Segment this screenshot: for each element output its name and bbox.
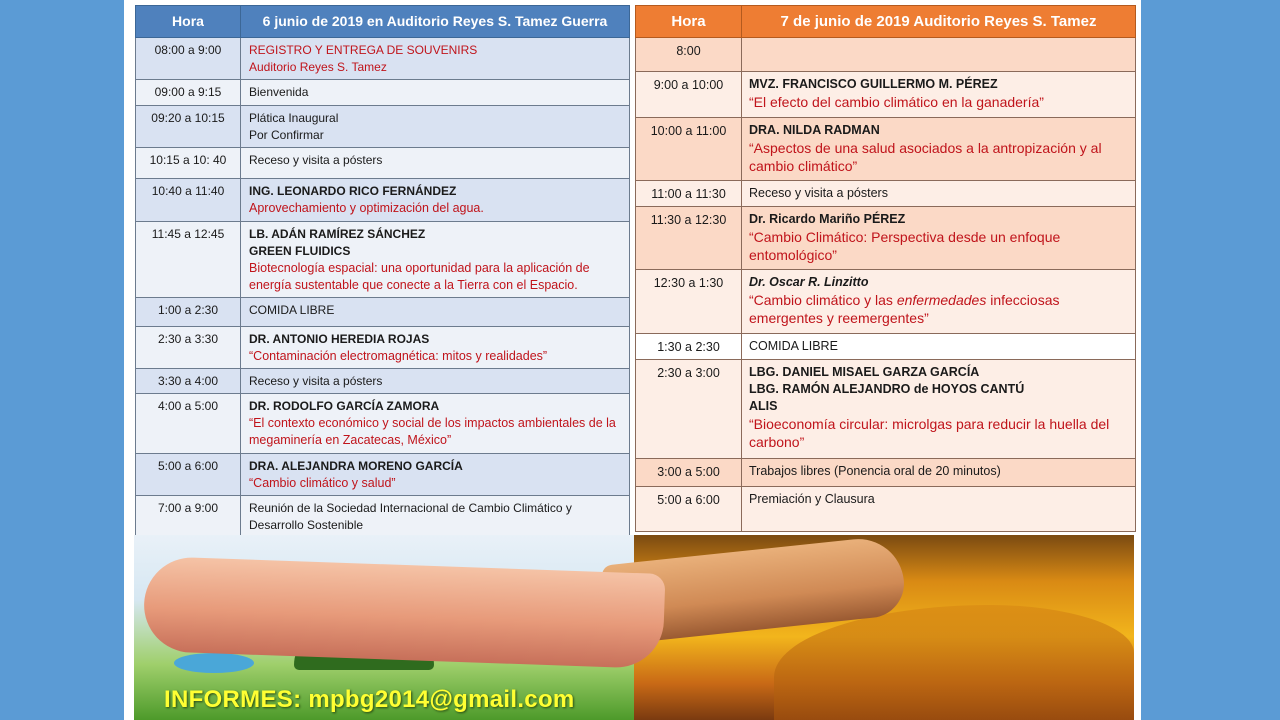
table-row: [636, 360, 1136, 459]
talk-title: “Bioeconomía circular: microlgas para reducir la huella del carbono”: [749, 416, 1110, 450]
desc-cell: [241, 38, 630, 80]
time-cell: 11:30 a 12:30: [636, 207, 742, 270]
table-row: [136, 106, 630, 148]
row-line: Reunión de la Sociedad Internacional de Cambio Climático y Desarrollo Sostenible: [249, 501, 572, 532]
speaker-name: DR. RODOLFO GARCÍA ZAMORA: [249, 399, 440, 413]
speaker-name: DR. ANTONIO HEREDIA ROJAS: [249, 332, 430, 346]
row-line: Receso y visita a pósters: [749, 186, 888, 200]
table-row: [136, 394, 630, 454]
time-cell: 1:30 a 2:30: [636, 334, 742, 360]
talk-title-part: “Cambio climático y las: [749, 292, 897, 308]
talk-title: “Contaminación electromagnética: mitos y realidades”: [249, 349, 548, 363]
desc-cell: [742, 334, 1136, 360]
time-cell: 3:30 a 4:00: [136, 369, 241, 394]
talk-title: Biotecnología espacial: una oportunidad para la aplicación de energía sustentable que conecte a la Tierra con el Espacio.: [249, 261, 590, 292]
row-line: Por Confirmar: [249, 128, 324, 142]
time-cell: 08:00 a 9:00: [136, 38, 241, 80]
desc-cell: [241, 394, 630, 454]
time-cell: 11:45 a 12:45: [136, 222, 241, 298]
time-cell: 4:00 a 5:00: [136, 394, 241, 454]
program-poster: [124, 0, 1141, 720]
table-row: [136, 222, 630, 298]
talk-title-part: infecciosas emergentes y reemergentes”: [749, 292, 1060, 326]
desc-cell: [241, 222, 630, 298]
table-row: [136, 327, 630, 369]
time-cell: 5:00 a 6:00: [636, 487, 742, 532]
time-cell: 8:00: [636, 38, 742, 72]
desc-cell: [742, 360, 1136, 459]
talk-title: “Aspectos de una salud asociados a la antropización y al cambio climático”: [749, 140, 1102, 174]
table-row: [136, 80, 630, 106]
table-row: [636, 38, 1136, 72]
contact-email[interactable]: INFORMES: mpbg2014@gmail.com: [164, 686, 575, 713]
time-cell: 11:00 a 11:30: [636, 181, 742, 207]
table-row: [636, 207, 1136, 270]
time-cell: 2:30 a 3:00: [636, 360, 742, 459]
table-row: [136, 369, 630, 394]
speaker-name: ING. LEONARDO RICO FERNÁNDEZ: [249, 184, 457, 198]
time-cell: 09:00 a 9:15: [136, 80, 241, 106]
time-cell: 12:30 a 1:30: [636, 270, 742, 334]
table-row: [136, 496, 630, 538]
table-row: [136, 298, 630, 327]
table-header: [636, 6, 1136, 38]
speaker-name: LBG. DANIEL MISAEL GARZA GARCÍA: [749, 365, 980, 379]
time-cell: 09:20 a 10:15: [136, 106, 241, 148]
talk-title: “Cambio climático y salud”: [249, 476, 396, 490]
speaker-name: Dr. Oscar R. Linzitto: [749, 275, 869, 289]
speaker-name: LB. ADÁN RAMÍREZ SÁNCHEZ: [249, 227, 426, 241]
desc-cell: [241, 106, 630, 148]
desc-cell: [742, 118, 1136, 181]
desc-cell: [241, 148, 630, 179]
desc-cell: [742, 487, 1136, 532]
arm: [143, 556, 666, 669]
talk-title-italic: enfermedades: [896, 292, 987, 308]
desc-cell: [241, 179, 630, 222]
table-row: [636, 459, 1136, 487]
row-line: Auditorio Reyes S. Tamez: [249, 60, 387, 74]
desc-cell: [241, 496, 630, 538]
row-line: REGISTRO Y ENTREGA DE SOUVENIRS: [249, 43, 478, 57]
desc-cell: [742, 459, 1136, 487]
time-cell: 3:00 a 5:00: [636, 459, 742, 487]
time-cell: 9:00 a 10:00: [636, 72, 742, 118]
program-table-june-7: [635, 5, 1136, 532]
talk-title: Aprovechamiento y optimización del agua.: [249, 201, 484, 215]
table-row: [636, 181, 1136, 207]
row-line: COMIDA LIBRE: [249, 303, 335, 317]
time-cell: 2:30 a 3:30: [136, 327, 241, 369]
table-row: [636, 270, 1136, 334]
time-cell: 10:40 a 11:40: [136, 179, 241, 222]
speaker-name: LBG. RAMÓN ALEJANDRO de HOYOS CANTÚ: [749, 382, 1025, 396]
table-header: [136, 6, 630, 38]
desc-cell: [742, 72, 1136, 118]
speaker-name: DRA. ALEJANDRA MORENO GARCÍA: [249, 459, 463, 473]
row-line: Receso y visita a pósters: [249, 374, 383, 388]
talk-title: “Cambio Climático: Perspectiva desde un enfoque entomológico”: [749, 229, 1061, 263]
desc-cell: [742, 270, 1136, 334]
header-title: 7 de junio de 2019 Auditorio Reyes S. Tamez: [742, 6, 1136, 38]
row-line: Premiación y Clausura: [749, 492, 875, 506]
table-row: [636, 487, 1136, 532]
desc-cell: [241, 327, 630, 369]
table-row: [136, 179, 630, 222]
desc-cell: [241, 369, 630, 394]
desc-cell: [241, 298, 630, 327]
desc-cell: [742, 181, 1136, 207]
speaker-name: Dr. Ricardo Mariño PÉREZ: [749, 212, 906, 226]
time-cell: 5:00 a 6:00: [136, 454, 241, 496]
row-line: Plática Inaugural: [249, 111, 339, 125]
table-row: [636, 72, 1136, 118]
time-cell: 7:00 a 9:00: [136, 496, 241, 538]
header-hora: Hora: [636, 6, 742, 38]
speaker-name: DRA. NILDA RADMAN: [749, 123, 880, 137]
talk-title: [749, 291, 1129, 327]
desc-cell: [241, 454, 630, 496]
desc-cell: [241, 80, 630, 106]
time-cell: 1:00 a 2:30: [136, 298, 241, 327]
talk-title: “El efecto del cambio climático en la ganadería”: [749, 94, 1044, 110]
talk-title: “El contexto económico y social de los impactos ambientales de la megaminería en Zacatecas, México”: [249, 416, 616, 447]
desc-cell: [742, 38, 1136, 72]
table-row: [136, 454, 630, 496]
header-title: 6 junio de 2019 en Auditorio Reyes S. Tamez Guerra: [241, 6, 630, 38]
header-hora: Hora: [136, 6, 241, 38]
row-line: Trabajos libres (Ponencia oral de 20 minutos): [749, 464, 1001, 478]
desc-cell: [742, 207, 1136, 270]
table-row: [136, 38, 630, 80]
program-table-june-6: [135, 5, 630, 538]
speaker-affiliation: ALIS: [749, 399, 778, 413]
speaker-affiliation: GREEN FLUIDICS: [249, 244, 351, 258]
row-line: Receso y visita a pósters: [249, 153, 383, 167]
row-line: Bienvenida: [249, 85, 309, 99]
lake: [174, 653, 254, 673]
time-cell: 10:15 a 10: 40: [136, 148, 241, 179]
table-row: [636, 334, 1136, 360]
time-cell: 10:00 a 11:00: [636, 118, 742, 181]
table-row: [136, 148, 630, 179]
speaker-name: MVZ. FRANCISCO GUILLERMO M. PÉREZ: [749, 77, 998, 91]
row-line: COMIDA LIBRE: [749, 339, 838, 353]
table-row: [636, 118, 1136, 181]
